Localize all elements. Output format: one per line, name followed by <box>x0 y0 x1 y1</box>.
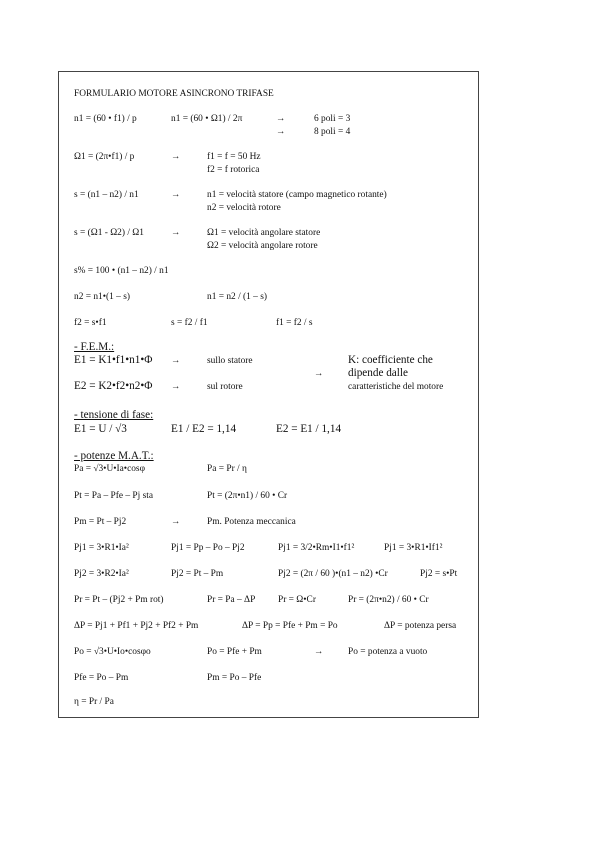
note-6-poles: 6 poli = 3 <box>314 114 351 124</box>
note-k-line1: K: coefficiente che <box>348 354 433 366</box>
formula-omega1: Ω1 = (2π•f1) / p <box>74 152 135 162</box>
arrow-icon: → <box>276 114 286 124</box>
arrow-icon: → <box>171 228 181 238</box>
formula-pj2-c: Pj2 = (2π / 60 )•(n1 – n2) •Cr <box>278 569 388 579</box>
formula-pr-d: Pr = (2π•n2) / 60 • Cr <box>348 595 429 605</box>
formula-pm-from-po: Pm = Po – Pfe <box>207 673 262 683</box>
note-omega1: Ω1 = velocità angolare statore <box>207 228 321 238</box>
formula-po-a: Po = √3•U•Io•cosφo <box>74 647 151 657</box>
formula-e1-phase: E1 = U / √3 <box>74 423 127 435</box>
formula-pr-a: Pr = Pt – (Pj2 + Pm rot) <box>74 595 164 605</box>
formula-pfe: Pfe = Po – Pm <box>74 673 129 683</box>
arrow-icon: → <box>276 127 286 137</box>
formula-slip: s = (n1 – n2) / n1 <box>74 190 139 200</box>
formula-e1: E1 = K1•f1•n1•Φ <box>74 354 153 366</box>
formula-f1-from-f2: f1 = f2 / s <box>276 318 313 328</box>
formula-s-from-f: s = f2 / f1 <box>171 318 208 328</box>
arrow-icon: → <box>171 356 181 366</box>
formula-slip-percent: s% = 100 • (n1 – n2) / n1 <box>74 266 169 276</box>
note-omega2: Ω2 = velocità angolare rotore <box>207 241 318 251</box>
note-8-poles: 8 poli = 4 <box>314 127 351 137</box>
arrow-icon: → <box>171 517 181 527</box>
formula-dp-b: ΔP = Pp = Pfe + Pm = Po <box>242 621 338 631</box>
formula-pj2-b: Pj2 = Pt – Pm <box>171 569 224 579</box>
note-dp: ΔP = potenza persa <box>384 621 457 631</box>
formula-pj1-a: Pj1 = 3•R1•Ia² <box>74 543 129 553</box>
formula-pa-eta: Pa = Pr / η <box>207 464 247 474</box>
arrow-icon: → <box>171 152 181 162</box>
note-k-line2: dipende dalle <box>348 367 408 379</box>
formula-e1-e2-ratio: E1 / E2 = 1,14 <box>171 423 237 435</box>
formula-slip-omega: s = (Ω1 - Ω2) / Ω1 <box>74 228 144 238</box>
formula-pj2-a: Pj2 = 3•R2•Ia² <box>74 569 129 579</box>
section-heading-fem: - F.E.M.: <box>74 341 115 353</box>
arrow-icon: → <box>314 647 324 657</box>
arrow-icon: → <box>171 382 181 392</box>
formula-e2: E2 = K2•f2•n2•Φ <box>74 380 153 392</box>
formula-pj2-d: Pj2 = s•Pt <box>420 569 458 579</box>
formula-n2: n2 = n1•(1 – s) <box>74 292 130 302</box>
arrow-icon: → <box>171 190 181 200</box>
note-rotor: sul rotore <box>207 382 243 392</box>
formula-pr-c: Pr = Ω•Cr <box>278 595 316 605</box>
formula-n1-from-n2: n1 = n2 / (1 – s) <box>207 292 267 302</box>
formula-pm: Pm = Pt – Pj2 <box>74 517 127 527</box>
note-po: Po = potenza a vuoto <box>348 647 428 657</box>
formula-f2: f2 = s•f1 <box>74 318 107 328</box>
section-heading-tension: - tensione di fase: <box>74 409 154 421</box>
section-heading-power: - potenze M.A.T.: <box>74 450 154 462</box>
note-f2: f2 = f rotorica <box>207 165 260 175</box>
formula-dp-a: ΔP = Pj1 + Pf1 + Pj2 + Pf2 + Pm <box>74 621 199 631</box>
formula-pj1-b: Pj1 = Pp – Po – Pj2 <box>171 543 245 553</box>
formula-po-b: Po = Pfe + Pm <box>207 647 262 657</box>
formula-eta: η = Pr / Pa <box>74 697 114 707</box>
arrow-icon: → <box>314 369 324 379</box>
formula-pt-torque: Pt = (2π•n1) / 60 • Cr <box>207 491 288 501</box>
formula-pr-b: Pr = Pa – ΔP <box>207 595 256 605</box>
formula-pj1-d: Pj1 = 3•R1•If1² <box>384 543 443 553</box>
formula-pj1-c: Pj1 = 3/2•Rm•I1•f1² <box>278 543 355 553</box>
note-k-line3: caratteristiche del motore <box>348 382 444 392</box>
note-f1: f1 = f = 50 Hz <box>207 152 261 162</box>
note-pm: Pm. Potenza meccanica <box>207 517 296 527</box>
note-n1: n1 = velocità statore (campo magnetico rotante) <box>207 190 387 200</box>
formula-pt: Pt = Pa – Pfe – Pj sta <box>74 491 153 501</box>
note-n2: n2 = velocità rotore <box>207 203 281 213</box>
formula-n1-omega: n1 = (60 • Ω1) / 2π <box>171 114 243 124</box>
formula-e2-phase: E2 = E1 / 1,14 <box>276 423 342 435</box>
formula-n1-freq: n1 = (60 • f1) / p <box>74 114 137 124</box>
note-stator: sullo statore <box>207 356 253 366</box>
page-title: FORMULARIO MOTORE ASINCRONO TRIFASE <box>74 89 274 99</box>
formula-pa: Pa = √3•U•Ia•cosφ <box>74 464 145 474</box>
